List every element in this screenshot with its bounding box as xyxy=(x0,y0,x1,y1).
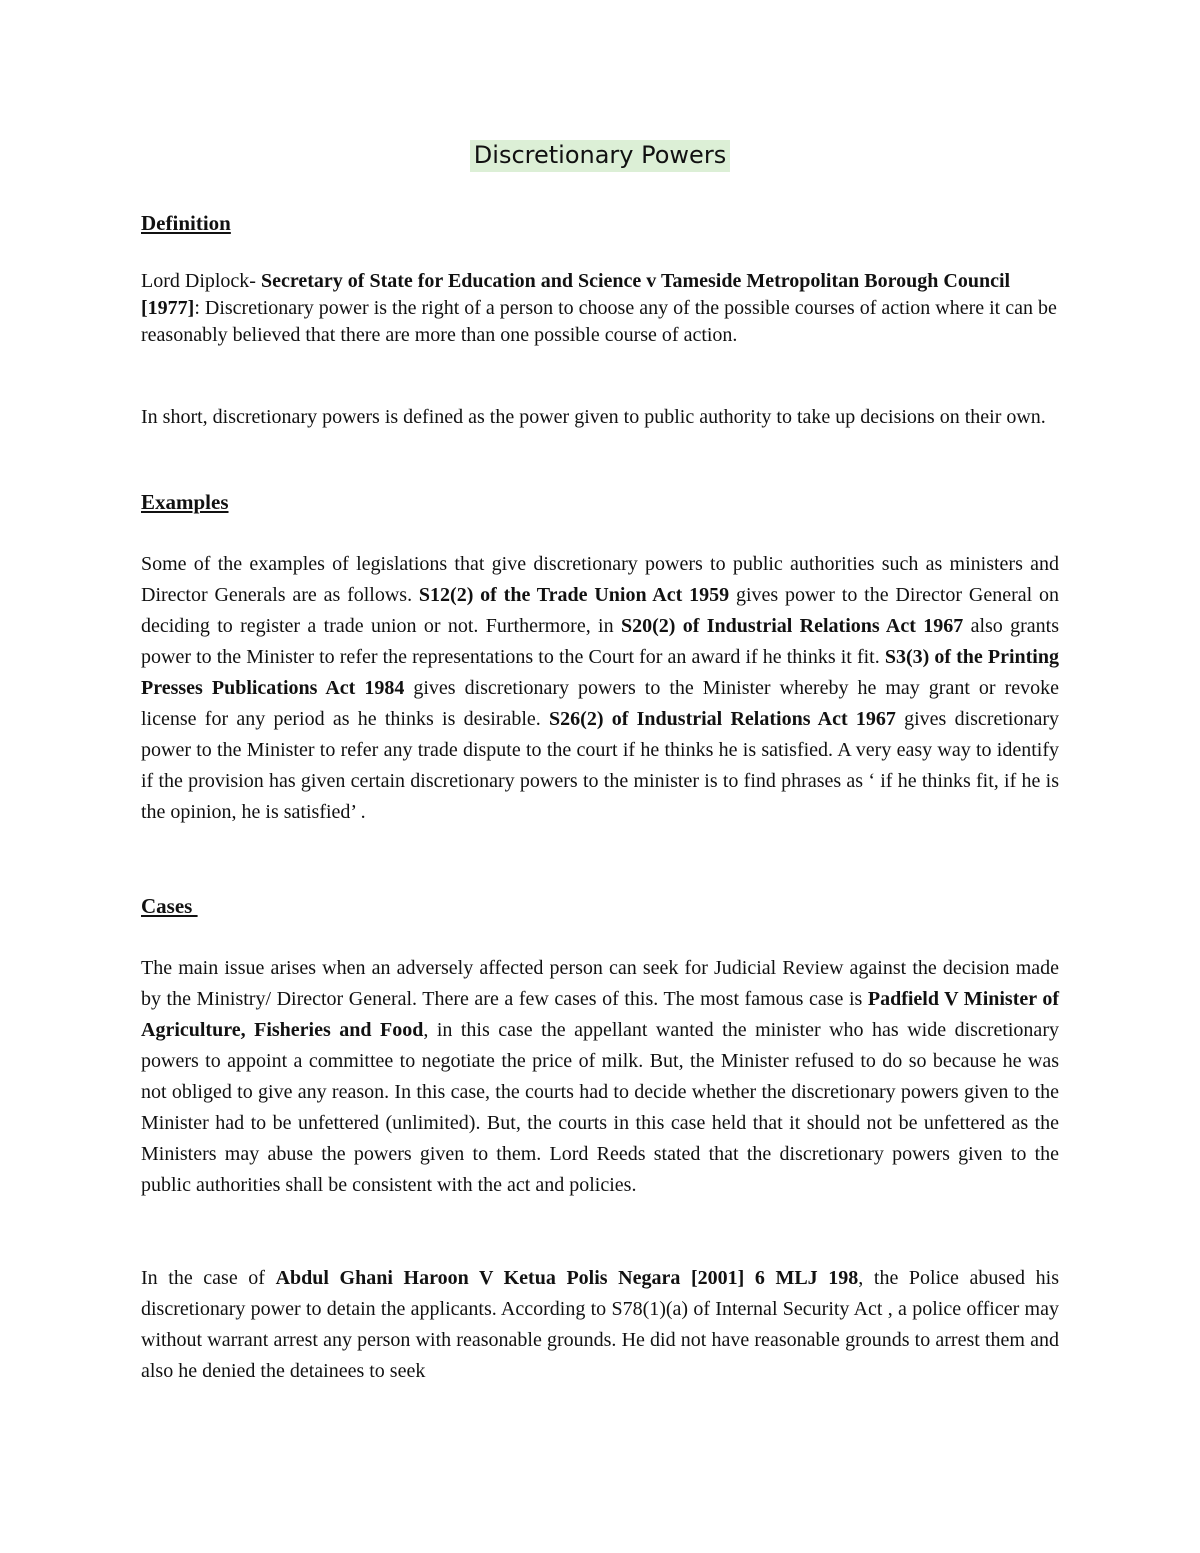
examples-text-e: also grants power to the Minister to refer the representations to the Court for an award if he thinks it fit. xyxy=(141,615,1060,668)
definition-p1-text-a: Lord Diplock- xyxy=(141,270,261,292)
title-container xyxy=(0,140,1200,172)
definition-p1-text-c: : Discretionary power is the right of a person to choose any of the possible courses of action where it can be reasonably believed that there are more than one possible course of action. xyxy=(141,297,1057,346)
examples-text-i: gives discretionary power to the Minister to refer any trade dispute to the court if he thinks he is satisfied. A very easy way to identify if the provision has given certain discretionary powers to the minister is to find phrases as ‘ if he thinks fit, if he is the opinion, he is satisfied’ . xyxy=(141,708,1059,823)
examples-text-g: gives discretionary powers to the Minister whereby he may grant or revoke license for any period as he thinks is desirable. xyxy=(141,677,1060,730)
cases-p1-text-c: , in this case the appellant wanted the minister who has wide discretionary powers to appoint a committee to negotiate the price of milk. But, the Minister refused to do so because he was not obliged to give any reason. In this case, the courts had to decide whether the discretionary powers given to the Minister had to be unfettered (unlimited). But, the courts in this case held that it should not be unfettered as the Ministers may abuse the powers given to them. Lord Reeds stated that the discretionary powers given to the public authorities shall be consistent with the act and policies. xyxy=(141,1019,1059,1196)
definition-p1-case-citation: Secretary of State for Education and Science v Tameside Metropolitan Borough Council [1977] xyxy=(141,270,1011,319)
examples-statute-3: S3(3) of the Printing Presses Publications Act 1984 xyxy=(141,646,1059,699)
cases-paragraph-2 xyxy=(141,1263,1059,1387)
cases-p2-text-a: In the case of xyxy=(141,1267,276,1289)
definition-paragraph-1 xyxy=(141,268,1059,349)
cases-p1-case-name: Padfield V Minister of Agriculture, Fisheries and Food xyxy=(141,988,1059,1041)
heading-cases: Cases xyxy=(141,894,198,918)
examples-statute-1: S12(2) of the Trade Union Act 1959 xyxy=(418,584,730,606)
examples-statute-4: S26(2) of Industrial Relations Act 1967 xyxy=(549,708,896,730)
heading-definition: Definition xyxy=(141,211,231,235)
examples-paragraph-1 xyxy=(141,549,1059,828)
cases-p2-text-c: , the Police abused his discretionary power to detain the applicants. According to S78(1)(a) of Internal Security Act , a police officer may without warrant arrest any person with reasonable grounds. He did not have reasonable grounds to arrest them and also he denied the detainees to seek xyxy=(141,1267,1059,1382)
examples-text-c: gives power to the Director General on deciding to register a trade union or not. Furthermore, in xyxy=(141,584,1060,637)
page-title: Discretionary Powers xyxy=(470,140,730,172)
definition-paragraph-2: In short, discretionary powers is defined as the power given to public authority to take up decisions on their own. xyxy=(141,406,1046,428)
cases-paragraph-1 xyxy=(141,953,1059,1201)
examples-text-a: Some of the examples of legislations that give discretionary powers to public authorities such as ministers and Director Generals are as follows. xyxy=(141,553,1059,606)
heading-examples: Examples xyxy=(141,490,229,514)
cases-p2-case-name: Abdul Ghani Haroon V Ketua Polis Negara [2001] 6 MLJ 198 xyxy=(275,1267,859,1289)
examples-statute-2: S20(2) of Industrial Relations Act 1967 xyxy=(620,615,964,637)
cases-p1-text-a: The main issue arises when an adversely affected person can seek for Judicial Review against the decision made by the Ministry/ Director General. There are a few cases of this. The most famous case is xyxy=(141,957,1059,1010)
